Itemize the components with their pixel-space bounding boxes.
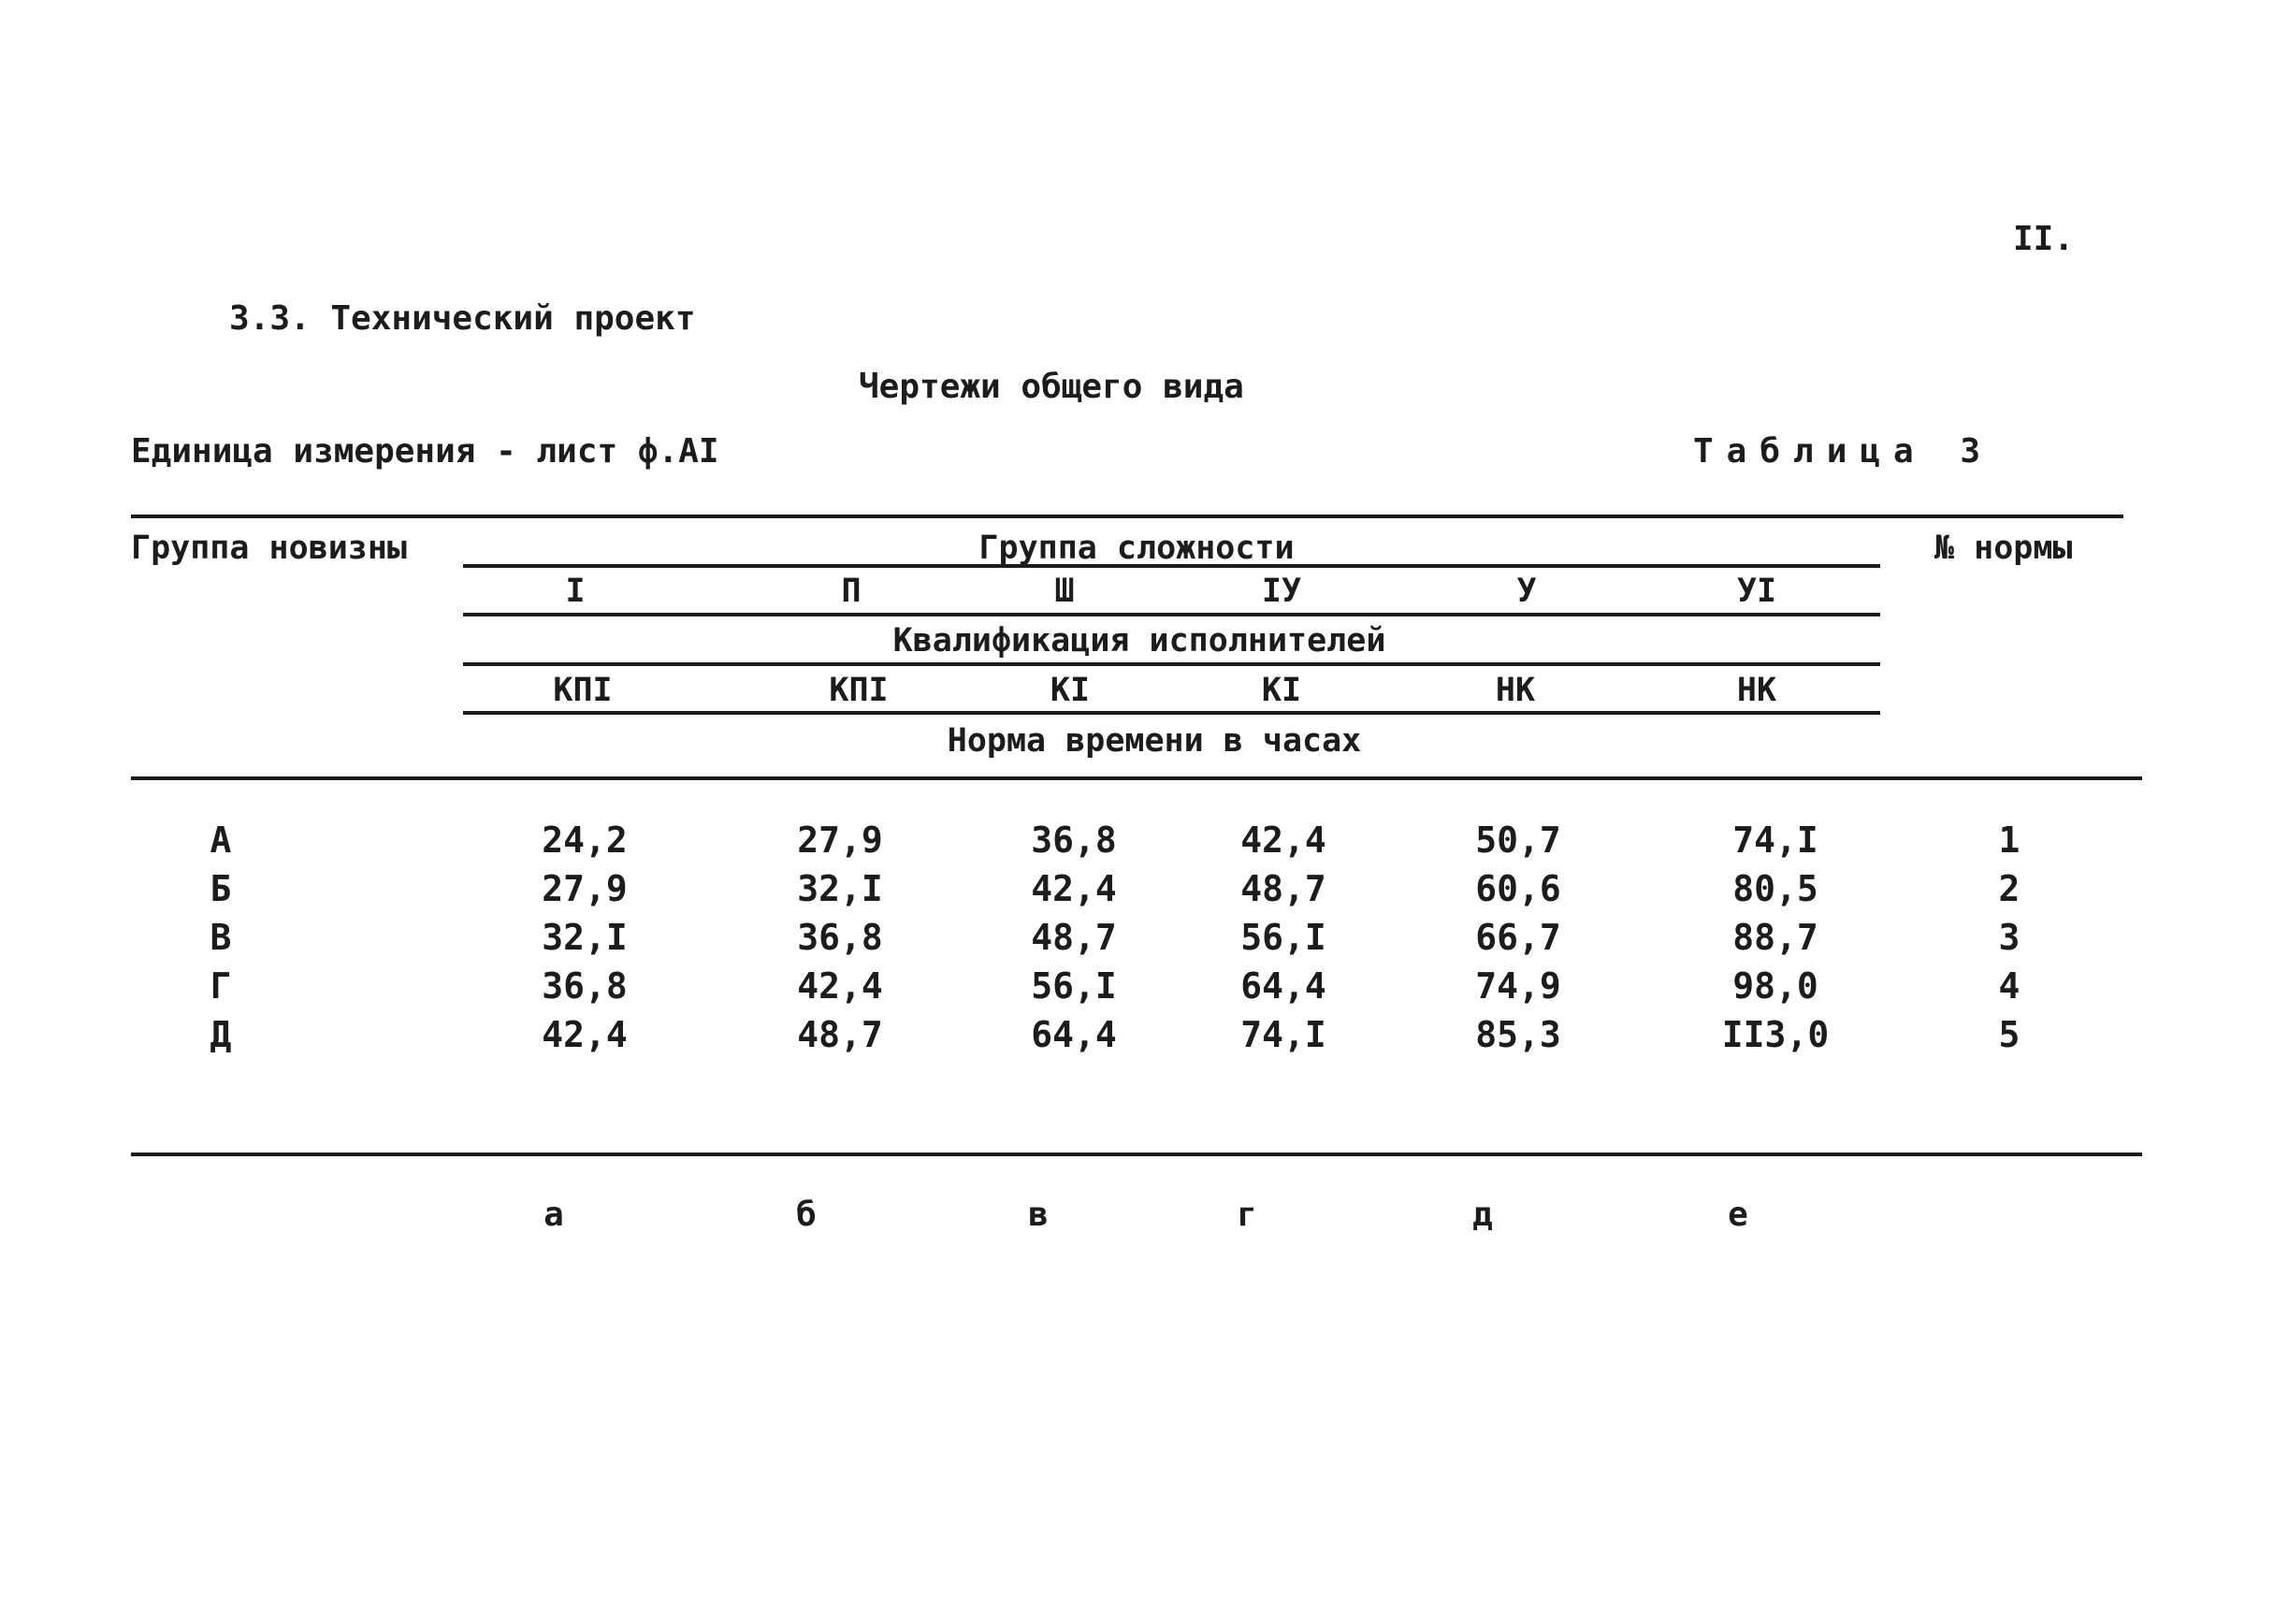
column-letter: д <box>1472 1196 1493 1234</box>
table-cell: 74,9 <box>1475 965 1561 1007</box>
column-letter: б <box>796 1196 817 1234</box>
row-group-label: Б <box>210 868 232 909</box>
table-cell: 50,7 <box>1475 819 1561 861</box>
column-letter: в <box>1028 1196 1049 1234</box>
table-cell: 74,I <box>1732 819 1818 861</box>
table-cell: 48,7 <box>1240 868 1326 909</box>
table-cell: 48,7 <box>797 1014 883 1055</box>
table-bottom-rule <box>131 1153 2142 1156</box>
norm-number: 5 <box>1998 1014 2021 1055</box>
qualification-6: НК <box>1736 672 1777 709</box>
norm-number: 3 <box>1998 917 2021 958</box>
table-cell: 98,0 <box>1732 965 1818 1007</box>
table-cell: 85,3 <box>1475 1014 1561 1055</box>
unit-of-measure: Единица измерения - лист ф.AI <box>131 432 719 471</box>
table-cell: 74,I <box>1240 1014 1326 1055</box>
table-cell: 66,7 <box>1475 917 1561 958</box>
table-cell: 64,4 <box>1031 1014 1117 1055</box>
norm-number: 4 <box>1998 965 2021 1007</box>
table-cell: 24,2 <box>542 819 628 861</box>
table-cell: 88,7 <box>1732 917 1818 958</box>
qualification-4: КI <box>1261 672 1302 709</box>
table-cell: 27,9 <box>797 819 883 861</box>
qualification-5: НК <box>1495 672 1536 709</box>
table-cell: 36,8 <box>797 917 883 958</box>
qualification-2: КПI <box>829 672 889 709</box>
row-group-label: Д <box>210 1014 232 1055</box>
column-letter: е <box>1728 1196 1748 1234</box>
column-letter: а <box>543 1196 564 1234</box>
table-cell: 42,4 <box>797 965 883 1007</box>
table-cell: 42,4 <box>1240 819 1326 861</box>
table-cell: 80,5 <box>1732 868 1818 909</box>
table-cell: 32,I <box>797 868 883 909</box>
complexity-group-3: Ш <box>1054 573 1075 610</box>
qualification-1: КПI <box>553 672 613 709</box>
norm-number: 1 <box>1998 819 2021 861</box>
section-title: 3.3. Технический проект <box>229 299 696 338</box>
complexity-group-1: I <box>565 573 586 610</box>
table-cell: 56,I <box>1031 965 1117 1007</box>
qualification-3: КI <box>1050 672 1091 709</box>
header-bottom-rule <box>131 776 2142 780</box>
table-cell: 56,I <box>1240 917 1326 958</box>
row-group-label: А <box>210 819 232 861</box>
table-label: Таблица 3 <box>1693 432 1994 471</box>
qualification-rule <box>463 662 1880 666</box>
column-letter: г <box>1237 1196 1257 1234</box>
norm-number-header: № нормы <box>1934 529 2073 567</box>
table-cell: 36,8 <box>1031 819 1117 861</box>
complexity-group-4: IУ <box>1261 573 1302 610</box>
table-cell: 27,9 <box>542 868 628 909</box>
table-cell: 64,4 <box>1240 965 1326 1007</box>
table-cell: 32,I <box>542 917 628 958</box>
table-cell: 42,4 <box>1031 868 1117 909</box>
table-top-rule <box>131 515 2123 518</box>
novelty-group-header: Группа новизны <box>131 529 408 567</box>
qualification-header: Квалификация исполнителей <box>892 622 1386 660</box>
qualifications-rule <box>463 711 1880 715</box>
row-group-label: В <box>210 917 232 958</box>
table-cell: 42,4 <box>542 1014 628 1055</box>
table-cell: 36,8 <box>542 965 628 1007</box>
norm-number: 2 <box>1998 868 2021 909</box>
complexity-group-header: Группа сложности <box>978 529 1295 567</box>
page-number: II. <box>2013 220 2075 258</box>
row-group-label: Г <box>210 965 232 1007</box>
table-cell: 48,7 <box>1031 917 1117 958</box>
table-cell: 60,6 <box>1475 868 1561 909</box>
document-subtitle: Чертежи общего вида <box>859 368 1244 406</box>
time-norm-header: Норма времени в часах <box>947 722 1362 760</box>
groups-rule <box>463 613 1880 616</box>
complexity-group-2: П <box>841 573 862 610</box>
complexity-group-6: УI <box>1736 573 1777 610</box>
complexity-group-5: У <box>1516 573 1537 610</box>
table-cell: II3,0 <box>1721 1014 1830 1055</box>
